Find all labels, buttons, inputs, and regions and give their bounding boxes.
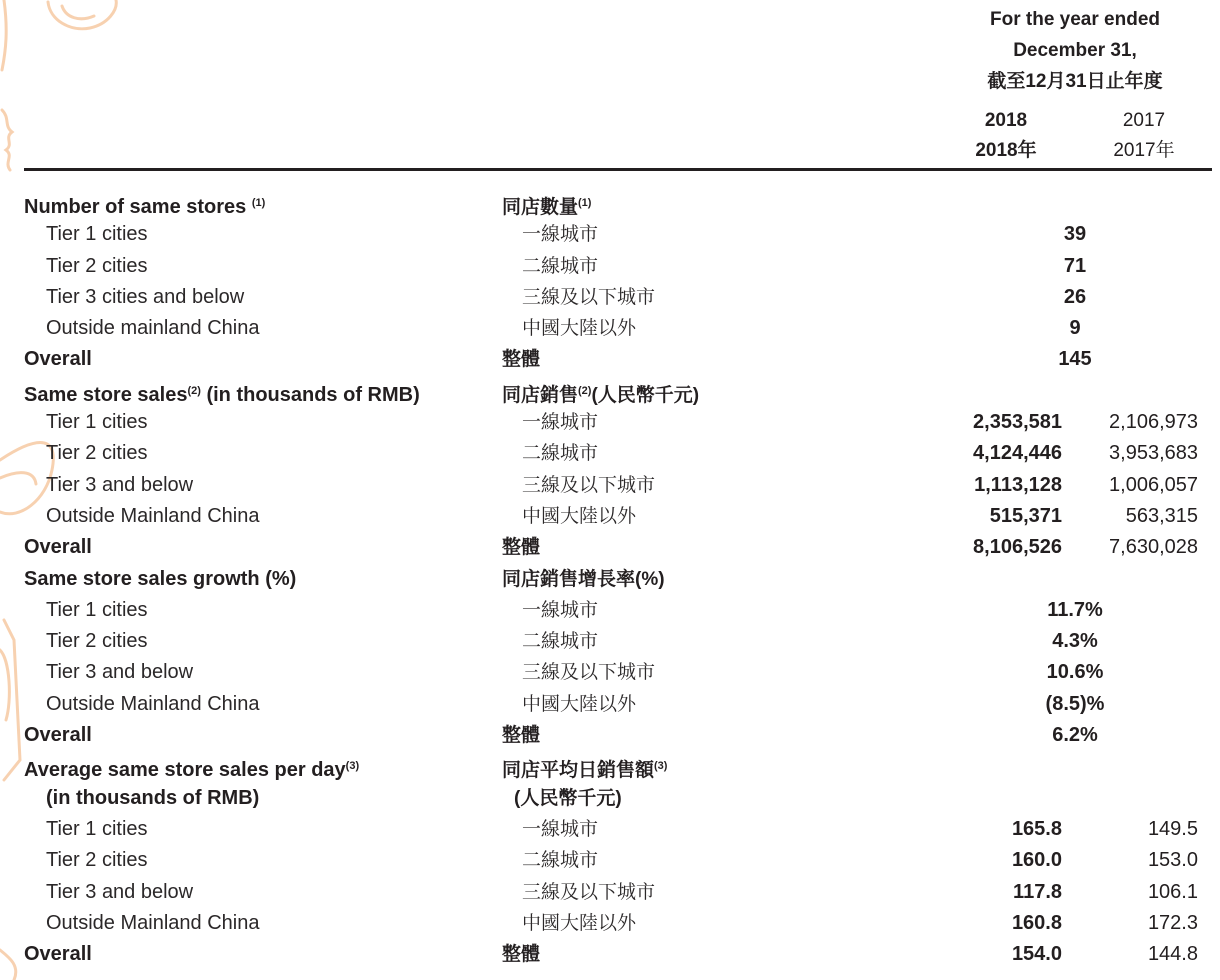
table-row-overall bbox=[0, 344, 1220, 375]
value-2018: 515,371 bbox=[989, 504, 1062, 527]
value-2018: 165.8 bbox=[1011, 817, 1062, 840]
value-2017: 153.0 bbox=[1147, 849, 1198, 872]
value-2017: 172.3 bbox=[1147, 911, 1198, 934]
section-heading-growth bbox=[0, 564, 1220, 595]
row-label-zh: 二線城市 bbox=[522, 443, 599, 465]
table-row bbox=[0, 219, 1220, 250]
row-label-zh: 一線城市 bbox=[522, 224, 599, 246]
row-label: Outside Mainland China bbox=[46, 911, 260, 934]
row-label: Overall bbox=[24, 536, 92, 559]
row-label-zh: 中國大陸以外 bbox=[522, 505, 637, 527]
row-label: Tier 2 cities bbox=[46, 442, 148, 465]
row-label-zh: 整體 bbox=[502, 944, 541, 966]
section-title-line2: (in thousands of RMB) bbox=[46, 786, 260, 809]
year-2017-label-zh: 2017年 bbox=[1113, 140, 1175, 161]
value-2018: 8,106,526 bbox=[973, 536, 1062, 559]
value-2017: 2,106,973 bbox=[1109, 411, 1198, 434]
table-row bbox=[0, 438, 1220, 469]
value-2018: 1,113,128 bbox=[974, 473, 1062, 496]
row-label-zh: 三線及以下城市 bbox=[522, 662, 656, 684]
row-value: 26 bbox=[1063, 285, 1087, 308]
table-row-overall bbox=[0, 939, 1220, 970]
table-row bbox=[0, 689, 1220, 720]
table-row-overall bbox=[0, 720, 1220, 751]
same-store-table bbox=[0, 188, 1220, 970]
row-label: Tier 2 cities bbox=[46, 254, 148, 277]
row-value: 6.2% bbox=[1052, 724, 1098, 747]
row-label: Tier 3 and below bbox=[46, 880, 194, 903]
section-title: Same store sales growth (%) bbox=[24, 567, 297, 590]
row-label: Tier 2 cities bbox=[46, 849, 148, 872]
section-heading-sales bbox=[0, 376, 1220, 407]
row-label: Overall bbox=[24, 943, 92, 966]
table-row bbox=[0, 626, 1220, 657]
table-row bbox=[0, 251, 1220, 282]
value-2018: 4,124,446 bbox=[973, 442, 1062, 465]
value-2017: 563,315 bbox=[1125, 504, 1198, 527]
value-2017: 106.1 bbox=[1147, 880, 1198, 903]
row-label: Tier 1 cities bbox=[46, 817, 148, 840]
row-value: 11.7% bbox=[1047, 598, 1103, 621]
table-row bbox=[0, 814, 1220, 845]
row-label-zh: 二線城市 bbox=[522, 850, 599, 872]
row-label: Tier 3 and below bbox=[46, 473, 194, 496]
table-row bbox=[0, 313, 1220, 344]
row-label-zh: 整體 bbox=[502, 725, 541, 747]
value-2017: 7,630,028 bbox=[1109, 536, 1198, 559]
table-row bbox=[0, 908, 1220, 939]
year-2018-label-zh: 2018年 bbox=[975, 140, 1037, 161]
row-label: Tier 1 cities bbox=[46, 223, 148, 246]
section-title: Same store sales$^{(2)}$ (in thousands of RMB) bbox=[24, 383, 420, 406]
value-2018: 160.0 bbox=[1011, 849, 1062, 872]
row-value: 10.6% bbox=[1046, 661, 1104, 684]
table-row bbox=[0, 595, 1220, 626]
header-divider bbox=[24, 168, 1212, 171]
period-line-3-zh: 截至12月31日止年度 bbox=[987, 71, 1163, 92]
row-label: Outside Mainland China bbox=[46, 692, 260, 715]
row-label-zh: 中國大陸以外 bbox=[522, 912, 637, 934]
section-title-zh: 同店數量$^{(1)}$ bbox=[502, 197, 592, 218]
table-row bbox=[0, 470, 1220, 501]
row-label: Overall bbox=[24, 724, 92, 747]
row-label: Overall bbox=[24, 348, 92, 371]
period-heading bbox=[940, 4, 1210, 97]
period-line-2: December 31, bbox=[1013, 40, 1137, 61]
row-value: 39 bbox=[1063, 223, 1087, 246]
table-row-overall bbox=[0, 532, 1220, 563]
row-label: Tier 3 and below bbox=[46, 661, 194, 684]
row-value: (8.5)% bbox=[1045, 692, 1105, 715]
row-value: 4.3% bbox=[1052, 630, 1098, 653]
row-label-zh: 二線城市 bbox=[522, 255, 599, 277]
row-label-zh: 整體 bbox=[502, 537, 541, 559]
section-title-zh-line2: (人民幣千元) bbox=[514, 787, 622, 809]
row-label-zh: 一線城市 bbox=[522, 599, 599, 621]
section-title-zh: 同店平均日銷售額$^{(3)}$ bbox=[502, 760, 668, 782]
value-2018: 154.0 bbox=[1011, 943, 1062, 966]
year-2018-label: 2018 bbox=[984, 110, 1028, 131]
section-heading-stores bbox=[0, 188, 1220, 219]
row-label-zh: 一線城市 bbox=[522, 412, 599, 434]
table-row bbox=[0, 501, 1220, 532]
row-label-zh: 二線城市 bbox=[522, 631, 599, 653]
row-label: Outside Mainland China bbox=[46, 504, 260, 527]
row-label: Tier 1 cities bbox=[46, 411, 148, 434]
row-label: Tier 2 cities bbox=[46, 630, 148, 653]
row-label-zh: 中國大陸以外 bbox=[522, 693, 637, 715]
row-value: 145 bbox=[1058, 348, 1092, 371]
row-label-zh: 整體 bbox=[502, 349, 541, 371]
column-header-2017 bbox=[1088, 106, 1200, 166]
section-heading-daily bbox=[0, 751, 1220, 782]
column-header-2018 bbox=[950, 106, 1062, 166]
value-2017: 1,006,057 bbox=[1109, 473, 1198, 496]
row-value: 9 bbox=[1069, 317, 1081, 340]
value-2017: 149.5 bbox=[1147, 817, 1198, 840]
section-heading-daily-line2 bbox=[0, 783, 1220, 814]
value-2017: 3,953,683 bbox=[1109, 442, 1198, 465]
table-row bbox=[0, 845, 1220, 876]
table-header bbox=[0, 0, 1220, 172]
value-2018: 2,353,581 bbox=[973, 411, 1062, 434]
section-title-zh: 同店銷售增長率(%) bbox=[502, 568, 665, 590]
table-row bbox=[0, 282, 1220, 313]
row-label-zh: 三線及以下城市 bbox=[522, 881, 656, 903]
section-title-zh: 同店銷售$^{(2)}$(人民幣千元) bbox=[502, 384, 700, 406]
row-label: Tier 1 cities bbox=[46, 598, 148, 621]
value-2017: 144.8 bbox=[1147, 943, 1198, 966]
value-2018: 160.8 bbox=[1011, 911, 1062, 934]
table-row bbox=[0, 877, 1220, 908]
row-value: 71 bbox=[1063, 254, 1087, 277]
table-row bbox=[0, 657, 1220, 688]
section-title: Number of same stores $^{(1)}$ bbox=[24, 196, 266, 218]
row-label-zh: 中國大陸以外 bbox=[522, 318, 637, 340]
row-label: Tier 3 cities and below bbox=[46, 285, 245, 308]
row-label: Outside mainland China bbox=[46, 317, 260, 340]
section-title: Average same store sales per day$^{(3)}$ bbox=[24, 759, 360, 782]
value-2018: 117.8 bbox=[1013, 880, 1062, 903]
period-line-1: For the year ended bbox=[990, 9, 1160, 30]
row-label-zh: 三線及以下城市 bbox=[522, 286, 656, 308]
row-label-zh: 三線及以下城市 bbox=[522, 474, 656, 496]
year-2017-label: 2017 bbox=[1122, 110, 1166, 131]
table-row bbox=[0, 407, 1220, 438]
row-label-zh: 一線城市 bbox=[522, 818, 599, 840]
